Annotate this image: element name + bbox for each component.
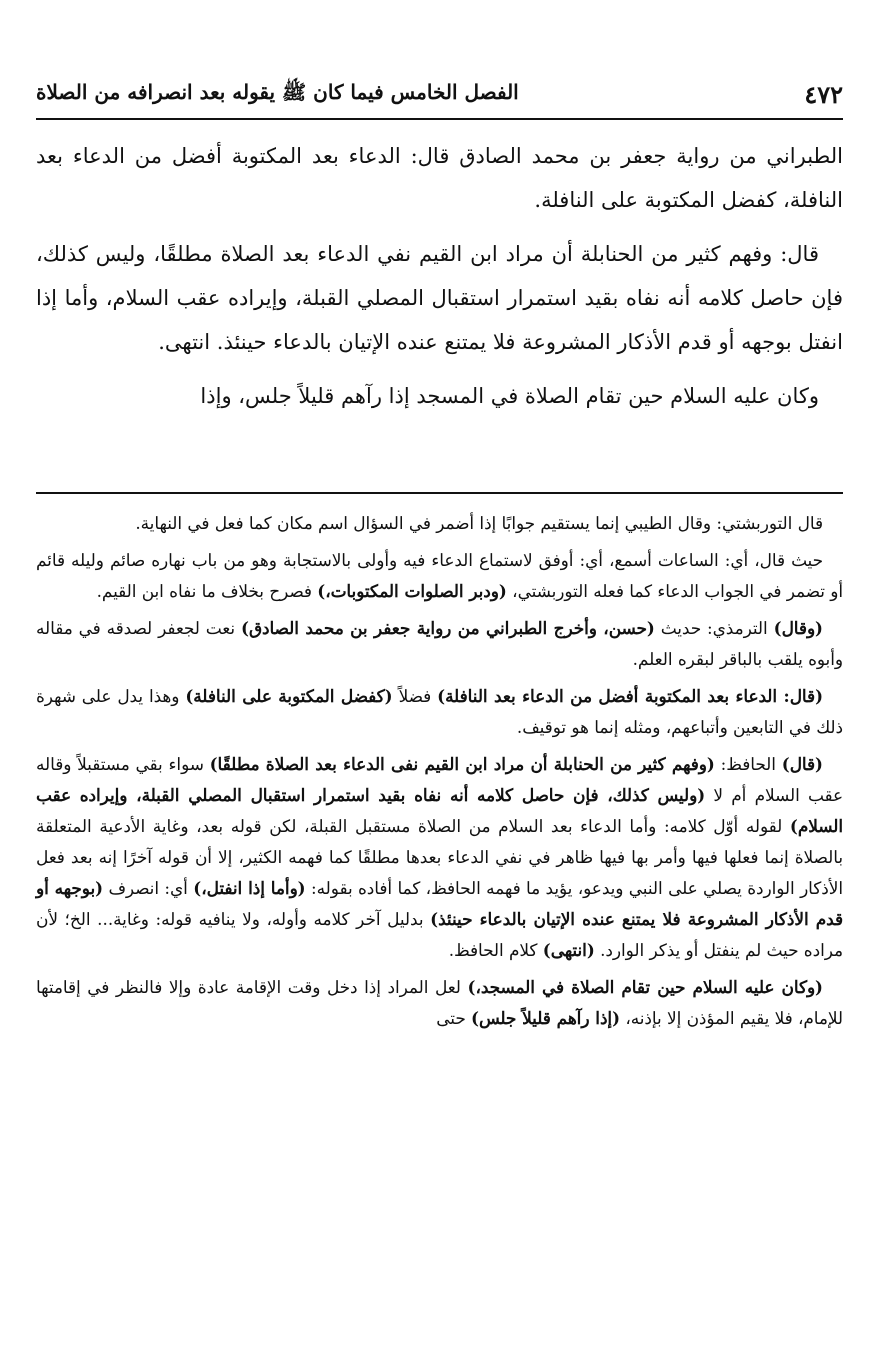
commentary-paragraph-2	[36, 545, 843, 607]
commentary-paragraph-1	[36, 508, 843, 539]
plain-text: وهذا يدل على شهرة ذلك في التابعين وأتباعهم، ومثله إنما هو توقيف.	[36, 686, 843, 737]
plain-text: لعل المراد إذا دخل وقت الإقامة عادة وإلا فالنظر في إقامتها للإمام، فلا يقيم المؤذن إلا بإذنه،	[36, 977, 843, 1028]
page-number: ٤٧٢	[804, 79, 843, 109]
main-paragraph-2: قال: وفهم كثير من الحنابلة أن مراد ابن القيم نفي الدعاء بعد الصلاة مطلقًا، وليس كذلك، فإن حاصل كلامه أنه نفاه بقيد استمرار استقبال المصلي القبلة، وإيراده عقب السلام، وأما إذا انفتل بوجهه أو قدم الأذكار المشروعة فلا يمتنع عنده الإتيان بالدعاء حينئذ. انتهى.	[36, 242, 843, 354]
plain-text: أي: انصرف	[103, 878, 194, 898]
quoted-text: (وكان عليه السلام حين تقام الصلاة في المسجد،)	[467, 977, 823, 997]
plain-text: بدليل آخر كلامه وأوله، ولا ينافيه قوله: وغاية... الخ؛ لأن مراده حيث لم ينفتل أو يذكر الوارد.	[36, 909, 843, 960]
quoted-text: (وليس كذلك، فإن حاصل كلامه أنه نفاه بقيد استمرار استقبال المصلي القبلة، وإيراده عقب السلام)	[36, 785, 843, 836]
plain-text: فضلاً	[392, 686, 438, 706]
plain-text: نعت لجعفر لصدقه في مقاله وأبوه يلقب بالباقر لبقره العلم.	[36, 618, 843, 669]
quoted-text: (قال)	[781, 754, 823, 774]
plain-text: الترمذي: حديث	[654, 618, 774, 638]
plain-text: الحافظ:	[714, 754, 782, 774]
footnote-separator	[36, 492, 843, 494]
plain-text: قال التوربشتي: وقال الطيبي إنما يستقيم جوابًا إذا أضمر في السؤال اسم مكان كما فعل في النهاية.	[135, 513, 823, 533]
plain-text: فصرح بخلاف ما نفاه ابن القيم.	[96, 581, 318, 601]
running-header	[36, 74, 843, 114]
commentary-paragraph-5	[36, 749, 843, 966]
plain-text: حيث قال، أي: الساعات أسمع، أي: أوفق لاستماع الدعاء فيه وأولى بالاستجابة وهو من باب نهاره صائم وليله قائم أو تضمر في الجواب الدعاء كما فعله التوربشتي،	[36, 550, 843, 601]
quoted-text: (حسن، وأخرج الطبراني من رواية جعفر بن محمد الصادق)	[241, 618, 655, 638]
quoted-text: (انتهى)	[542, 940, 595, 960]
commentary-paragraph-6	[36, 972, 843, 1034]
quoted-text: (وقال)	[773, 618, 823, 638]
plain-text: لقوله أوّل كلامه: وأما الدعاء بعد السلام من الصلاة مستقبل القبلة، لكن قوله بعد، وغاية الأدعية المتعلقة بالصلاة إنما فعلها فيها وأمر بها فيها ظاهر في نفي الدعاء بعدها مطلقًا كما فهمه الكثير، إلا أن قوله آخرًا إنه بعد فعل الأذكار الواردة يصلي على النبي ويدعو، يؤيد ما فهمه الحافظ، كما أفاده بقوله:	[36, 816, 843, 898]
quoted-text: (ودبر الصلوات المكتوبات،)	[317, 581, 507, 601]
plain-text: كلام الحافظ.	[448, 940, 543, 960]
quoted-text: (وفهم كثير من الحنابلة أن مراد ابن القيم نفى الدعاء بعد الصلاة مطلقًا)	[209, 754, 715, 774]
main-text	[36, 134, 843, 428]
commentary	[36, 508, 843, 1040]
quoted-text: (إذا رآهم قليلاً جلس)	[471, 1008, 621, 1028]
main-paragraph-1: الطبراني من رواية جعفر بن محمد الصادق قال: الدعاء بعد المكتوبة أفضل من الدعاء بعد النافلة، كفضل المكتوبة على النافلة.	[36, 144, 843, 212]
quoted-text: (بوجهه أو قدم الأذكار المشروعة فلا يمتنع عنده الإتيان بالدعاء حينئذ)	[36, 878, 843, 929]
chapter-title: الفصل الخامس فيما كان ﷺ يقوله بعد انصرافه من الصلاة	[36, 79, 519, 104]
quoted-text: (كفضل المكتوبة على النافلة)	[185, 686, 393, 706]
commentary-paragraph-4	[36, 681, 843, 743]
quoted-text: (وأما إذا انفتل،)	[193, 878, 306, 898]
quoted-text: (قال: الدعاء بعد المكتوبة أفضل من الدعاء بعد النافلة)	[437, 686, 824, 706]
plain-text: سواء بقي مستقبلاً وقاله عقب السلام أم لا	[36, 754, 843, 805]
plain-text: حتى	[436, 1008, 472, 1028]
header-rule	[36, 118, 843, 120]
main-paragraph-3: وكان عليه السلام حين تقام الصلاة في المسجد إذا رآهم قليلاً جلس، وإذا	[200, 384, 819, 408]
commentary-paragraph-3	[36, 613, 843, 675]
